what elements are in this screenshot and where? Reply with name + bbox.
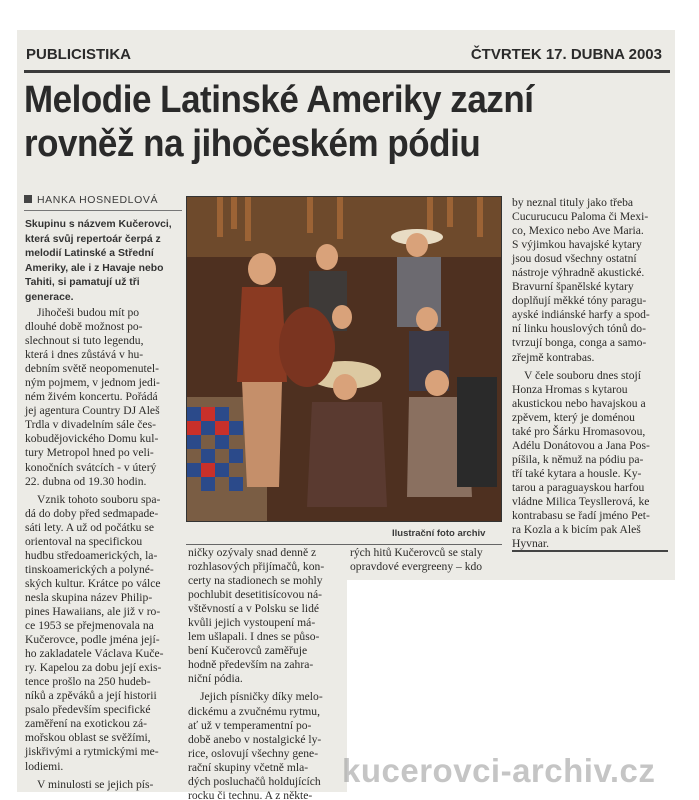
text-line: ničky ozývaly snad denně z	[188, 546, 317, 559]
text-line: zaměření na exotickou zá-	[25, 717, 147, 731]
text-line: době anebo v nostalgické ly-	[188, 732, 322, 746]
text-line: Hyvnar.	[512, 537, 550, 551]
text-line: rocku či technu. A z někte-	[188, 788, 313, 800]
text-line: pines Hawaiians, ale již v ro-	[25, 604, 161, 618]
text-line: vštěvností a v Polsku se lidé	[188, 602, 320, 616]
text-line: vládne Milica Teysllerová, ke	[512, 494, 650, 508]
text-line: tří také kytara a housle. Ky-	[512, 466, 642, 480]
text-line: ném živém koncertu. Pořádá	[25, 390, 158, 404]
text-line: Trdla v divadelním sále čes-	[25, 418, 156, 432]
text-line: sáti lety. A už od počátku se	[25, 520, 155, 534]
text-line: 22. dubna od 19.30 hodin.	[25, 474, 147, 488]
text-line: Jejich písničky díky melo-	[200, 690, 323, 704]
text-line: zpěvem, který je doménou	[512, 410, 635, 424]
text-line: akustickou nebo havajskou a	[512, 396, 646, 410]
text-line: také pro Šárku Hromasovou,	[512, 424, 646, 438]
text-line: ným pojmem, v jednom jedi-	[25, 376, 160, 390]
text-line: debním světě neopomenutel-	[25, 362, 159, 376]
text-line: rozhlasových přijímačů, kon-	[188, 560, 325, 574]
lead-line: Skupinu s názvem Kučerovci,	[25, 219, 172, 230]
text-line: certy na stadionech se mohly	[188, 574, 323, 588]
text-line: slechnout si tuto legendu,	[25, 334, 144, 348]
text-line: V čele souboru dnes stojí	[524, 368, 641, 382]
text-line: kvůli jejich vystoupení má-	[188, 616, 316, 630]
lead-line: která svůj repertoár čerpá z	[25, 233, 161, 245]
headline-line-2: rovněž na jihočeském pódiu	[24, 123, 481, 165]
headline-line-1: Melodie Latinské Ameriky zazní	[24, 79, 534, 121]
lead-line: generace.	[25, 291, 74, 303]
photo-caption: Ilustrační foto archiv	[392, 528, 486, 539]
text-line: rice, oslovují všechny gene-	[188, 746, 319, 760]
text-line: kobudějovického Domu kul-	[25, 432, 159, 446]
text-line: Jihočeši budou mít po	[37, 306, 140, 319]
text-line: kontrabasu se řadí jméno Pet-	[512, 509, 650, 523]
text-line: jsou dosud všechny ostatní	[512, 252, 637, 266]
text-line: nástroje výhradně akustické.	[512, 266, 645, 280]
text-line: opravdové evergreeny – kdo	[350, 560, 483, 574]
text-line: Cucurucucu Paloma či Mexi-	[512, 210, 649, 224]
lead-paragraph	[25, 218, 183, 306]
text-line: ra Kozla a k bicím pak Aleš	[512, 523, 641, 537]
text-column-3	[350, 546, 506, 574]
text-line: orientoval na specifickou	[25, 534, 143, 548]
text-line: lodiemi.	[25, 759, 64, 773]
lead-line: melodií Latinské a Střední	[25, 248, 154, 260]
headline	[24, 78, 622, 166]
text-line: Adélu Donátovou a Jana Pos-	[512, 438, 650, 452]
text-line: Vznik tohoto souboru spa-	[37, 492, 161, 506]
band-photo	[186, 196, 502, 522]
byline	[24, 194, 158, 206]
text-line: ayské indiánské harfy a spod-	[512, 308, 650, 322]
text-line: píšila, k němuž na pódiu pa-	[512, 452, 644, 466]
watermark: kucerovci-archiv.cz	[342, 752, 656, 789]
section-label: PUBLICISTIKA	[26, 46, 131, 63]
text-line: ce 1953 se přejmenovala na	[25, 619, 154, 633]
text-column-1-upper	[25, 306, 183, 792]
text-line: tarou a paraguayskou harfou	[512, 480, 645, 494]
text-line: dých posluchačů holdujících	[188, 774, 321, 788]
text-line: mořskou oblast se svěžími,	[25, 731, 151, 745]
text-line: ských kultur. Krátce po válce	[25, 576, 161, 590]
text-line: níků a zpěváků a její historii	[25, 689, 157, 703]
text-line: rační skupiny včetně mla-	[188, 760, 309, 774]
text-line: co, Mexico nebo Ave Maria.	[512, 224, 644, 238]
text-line: psalo především specifické	[25, 703, 151, 717]
text-line: nesla skupina název Philip-	[25, 590, 153, 604]
lead-line: Ameriky, ale i z Havaje nebo	[25, 262, 164, 274]
text-line: pochlubit desetitisícovou ná-	[188, 588, 322, 602]
text-line: ní linku houslových tónů do-	[512, 322, 646, 336]
byline-square-icon	[24, 195, 32, 203]
author-name: HANKA HOSNEDLOVÁ	[37, 194, 159, 206]
text-line: dá do doby před sedmapade-	[25, 506, 159, 520]
text-line: hudbu středoamerických, la-	[25, 548, 158, 562]
text-line: dlouhé době možnost po-	[25, 320, 143, 334]
byline-rule	[24, 210, 182, 211]
text-line: dickému a zvučnému rytmu,	[188, 704, 320, 718]
text-column-2	[188, 546, 344, 800]
lead-line: Tahiti, si pamatují už tři	[25, 277, 140, 289]
text-line: ať už v temperamentní po-	[188, 718, 312, 732]
photo-rule	[186, 544, 502, 545]
text-line: Bravurní španělské kytary	[512, 280, 634, 294]
text-line: V minulosti se jejich pís-	[37, 777, 154, 791]
text-line: ho zakladatele Václava Kuče-	[25, 647, 164, 661]
text-line: tence prošlo na 250 hudeb-	[25, 675, 151, 689]
header-rule	[24, 70, 670, 73]
text-line: hodně především na zahra-	[188, 658, 314, 672]
article-end-rule	[512, 550, 668, 552]
text-line: tvrzují bonga, conga a samo-	[512, 336, 647, 350]
issue-date: ČTVRTEK 17. DUBNA 2003	[470, 46, 662, 63]
page-header	[24, 46, 668, 66]
text-line: by neznal tituly jako třeba	[512, 196, 634, 209]
text-line: lem ušlapali. I dnes se půso-	[188, 630, 320, 644]
text-line: Kučerovce, podle jména její-	[25, 633, 160, 647]
text-line: tinskoamerických a polyné-	[25, 562, 154, 576]
text-line: rých hitů Kučerovců se staly	[350, 546, 483, 559]
text-line: konočních svátcích - v úterý	[25, 460, 157, 474]
text-line: bení Kučerovců zaměřuje	[188, 644, 308, 658]
text-line: která i dnes zůstává v hu-	[25, 348, 144, 362]
text-line: doplňují měkké tóny paragu-	[512, 294, 647, 308]
text-line: tury Metropol hned po veli-	[25, 446, 154, 460]
text-line: jiskřivými a rytmickými me-	[25, 745, 159, 759]
band-photo-illustration	[187, 197, 502, 522]
text-line: niční pódia.	[188, 672, 243, 686]
text-line: jej agentura Country DJ Aleš	[25, 404, 160, 418]
text-line: zřejmě kontrabas.	[512, 350, 595, 364]
text-line: Honza Hromas s kytarou	[512, 382, 628, 396]
text-column-4	[512, 196, 668, 551]
text-line: S výjimkou havajské kytary	[512, 238, 642, 252]
text-line: ry. Kapelou za dobu její exis-	[25, 661, 162, 675]
